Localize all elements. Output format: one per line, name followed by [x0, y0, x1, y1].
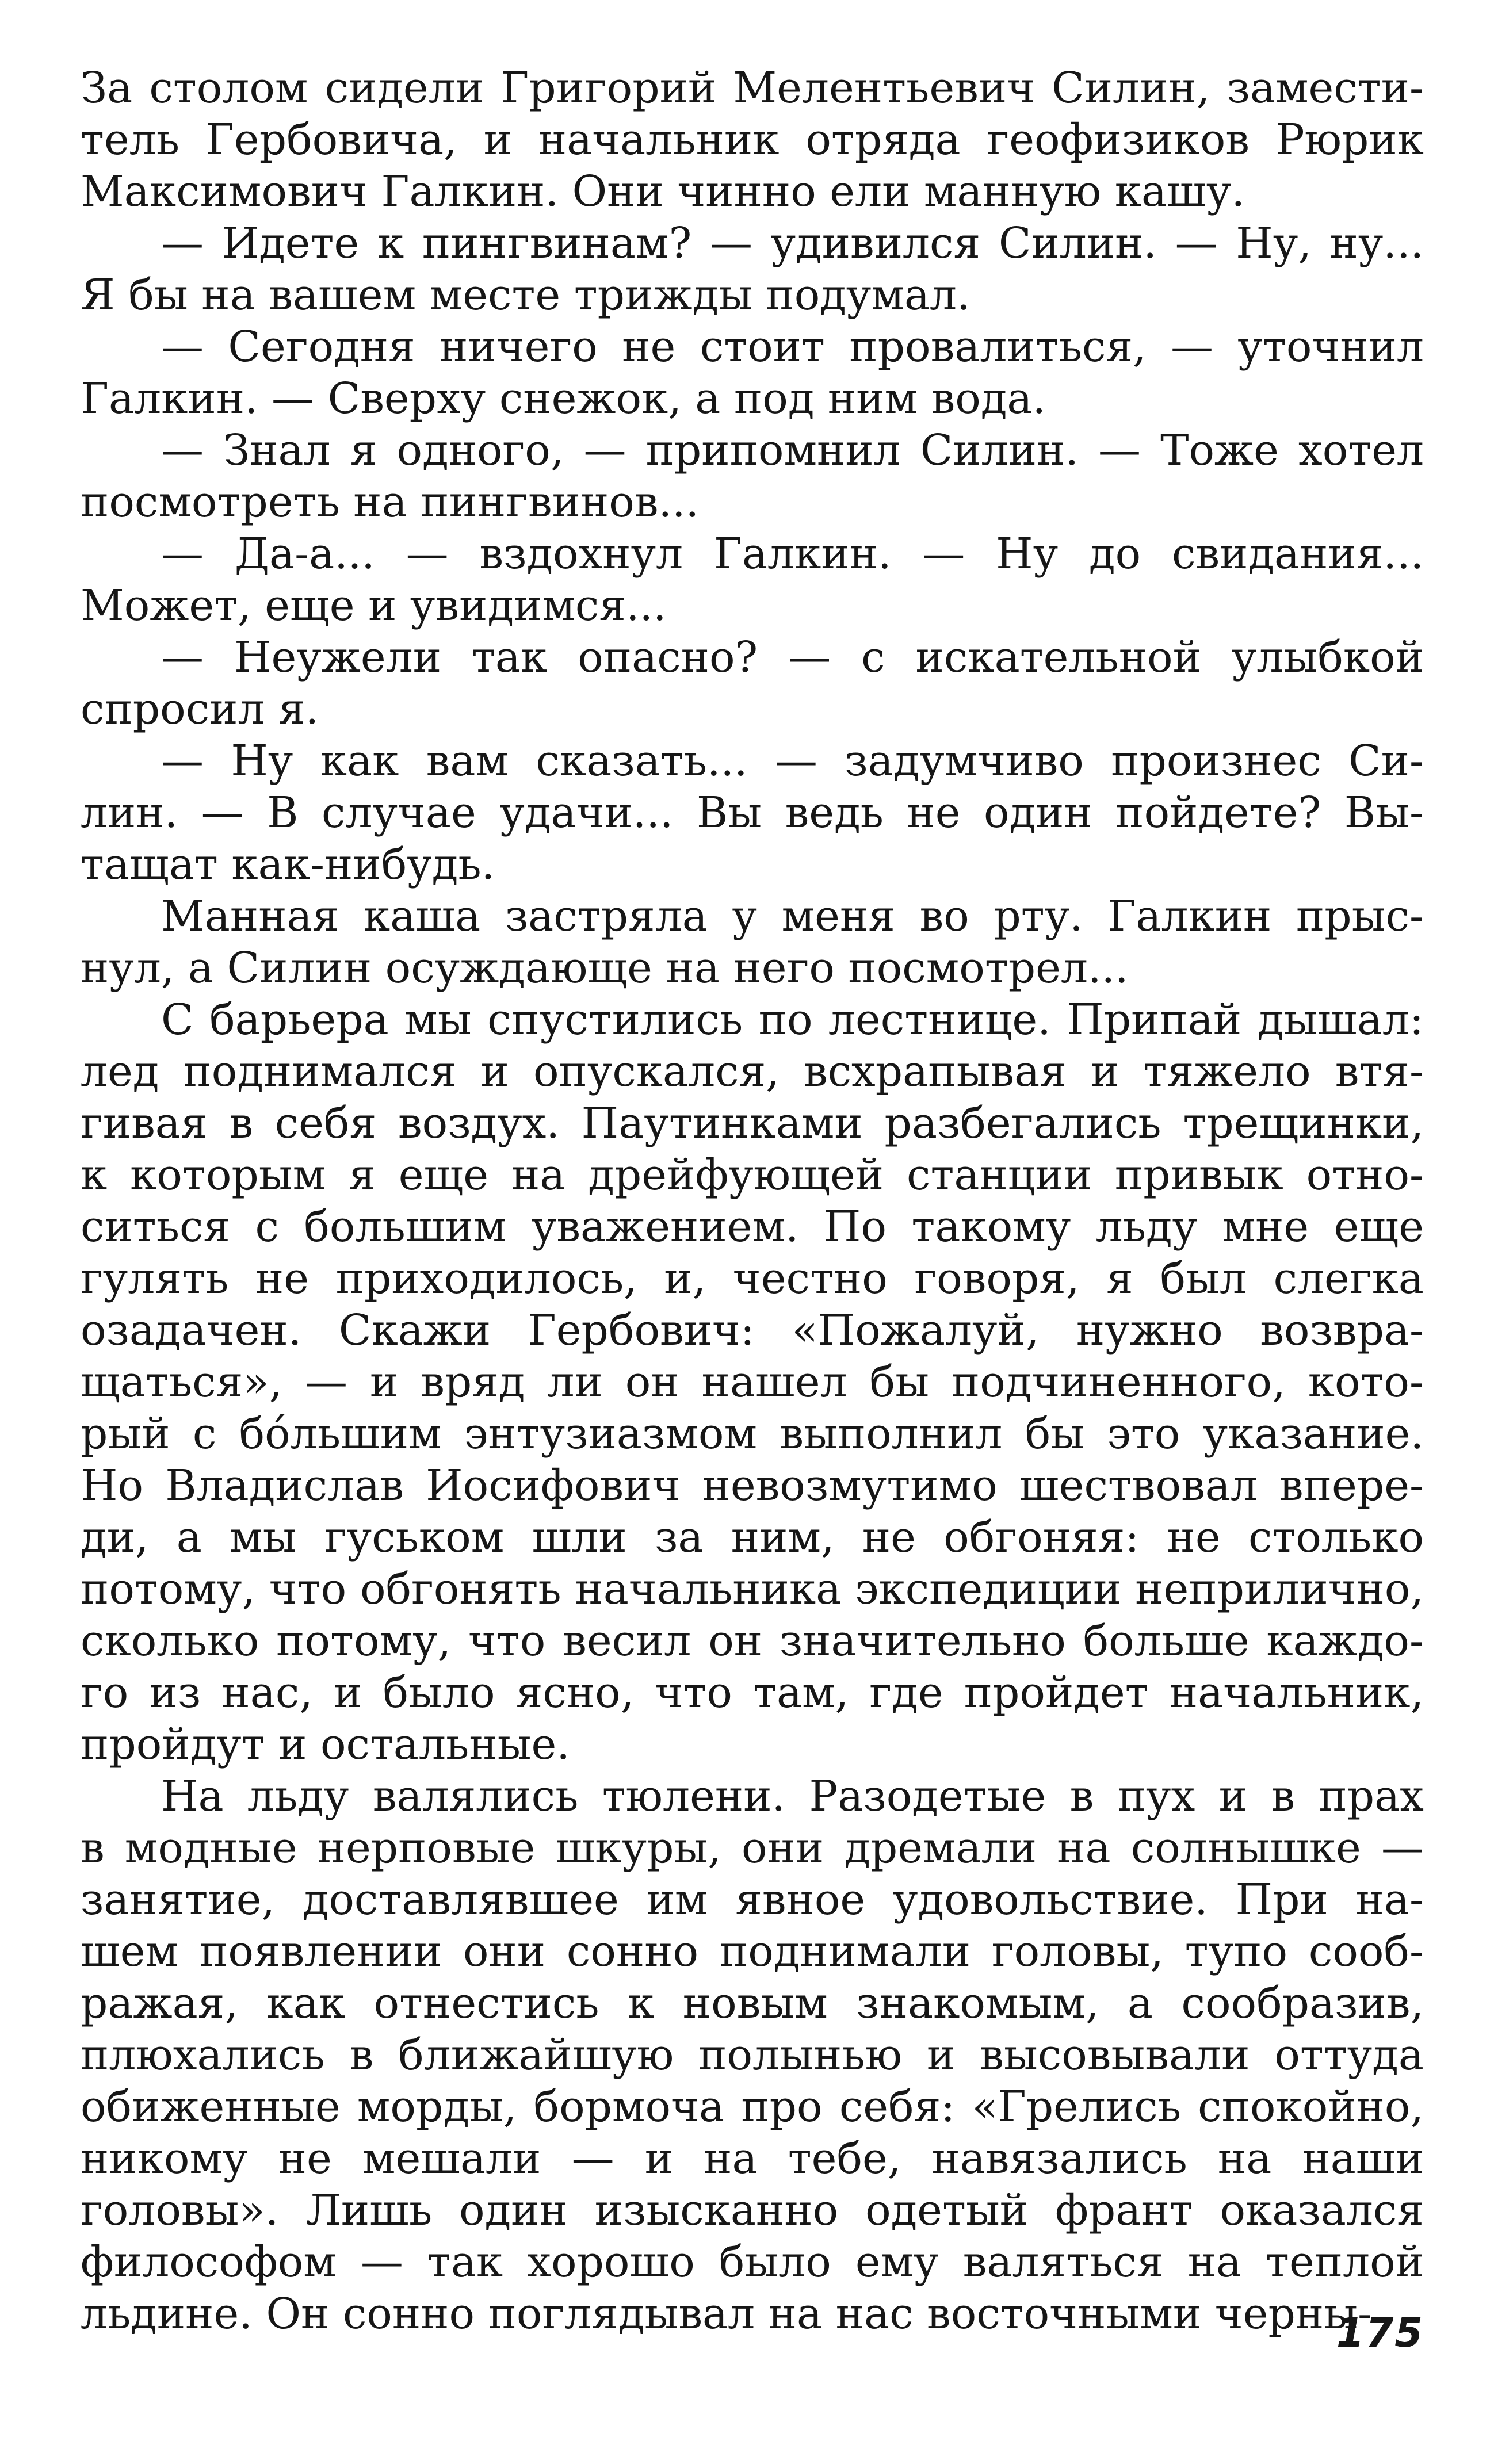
- page-body: [81, 62, 1424, 2340]
- text-line: На льду валялись тюлени. Разодетые в пух и в прах: [161, 1772, 1424, 1821]
- text-line: спросил я.: [81, 684, 319, 734]
- text-line: ситься с большим уважением. По такому льду мне еще: [81, 1202, 1424, 1252]
- text-line: к которым я еще на дрейфующей станции привык отно-: [81, 1150, 1424, 1200]
- text-line: — Ну как вам сказать... — задумчиво произнес Си-: [161, 736, 1424, 786]
- text-line: Галкин. — Сверху снежок, а под ним вода.: [81, 374, 1046, 423]
- paragraph: [81, 62, 1424, 217]
- text-line: С барьера мы спустились по лестнице. Припай дышал:: [161, 995, 1424, 1044]
- text-line: никому не мешали — и на тебе, навязались на наши: [81, 2134, 1424, 2183]
- text-line: потому, что обгонять начальника экспедиции неприлично,: [81, 1564, 1424, 1614]
- paragraph: [81, 321, 1424, 424]
- text-line: головы». Лишь один изысканно одетый франт оказался: [81, 2186, 1424, 2235]
- text-line: лин. — В случае удачи... Вы ведь не один пойдете? Вы-: [81, 788, 1424, 837]
- text-line: обиженные морды, бормоча про себя: «Грелись спокойно,: [81, 2082, 1424, 2132]
- text-line: тель Гербовича, и начальник отряда геофизиков Рюрик: [81, 115, 1424, 164]
- text-line: льдине. Он сонно поглядывал на нас восточными черны-: [81, 2289, 1373, 2339]
- paragraph: [81, 528, 1424, 632]
- text-line: нул, а Силин осуждающе на него посмотрел...: [81, 943, 1129, 993]
- text-line: ражая, как отнестись к новым знакомым, а сообразив,: [81, 1979, 1424, 2028]
- text-line: тащат как-нибудь.: [81, 840, 495, 889]
- text-line: рый с бо́льшим энтузиазмом выполнил бы это указание.: [81, 1409, 1424, 1459]
- text-line: щаться», — и вряд ли он нашел бы подчиненного, кото-: [81, 1357, 1424, 1407]
- text-line: Максимович Галкин. Они чинно ели манную кашу.: [81, 167, 1245, 216]
- text-line: посмотреть на пингвинов...: [81, 477, 700, 527]
- text-line: — Сегодня ничего не стоит провалиться, — уточнил: [161, 322, 1424, 372]
- paragraph: [81, 735, 1424, 890]
- text-line: ди, а мы гуськом шли за ним, не обгоняя: не столько: [81, 1513, 1424, 1562]
- text-line: — Да-а... — вздохнул Галкин. — Ну до свидания...: [161, 529, 1424, 579]
- text-line: в модные нерповые шкуры, они дремали на солнышке —: [81, 1823, 1424, 1873]
- paragraph: [81, 890, 1424, 994]
- text-line: шем появлении они сонно поднимали головы, тупо сооб-: [81, 1927, 1424, 1976]
- paragraph: [81, 1770, 1424, 2340]
- text-line: лед поднимался и опускался, всхрапывая и тяжело втя-: [81, 1047, 1424, 1096]
- paragraph: [81, 632, 1424, 735]
- text-line: Я бы на вашем месте трижды подумал.: [81, 270, 970, 320]
- text-line: плюхались в ближайшую полынью и высовывали оттуда: [81, 2030, 1424, 2080]
- text-line: — Неужели так опасно? — с искательной улыбкой: [161, 633, 1424, 682]
- text-line: философом — так хорошо было ему валяться на теплой: [81, 2237, 1424, 2287]
- text-line: — Идете к пингвинам? — удивился Силин. — Ну, ну...: [161, 219, 1424, 268]
- paragraph: [81, 424, 1424, 528]
- text-line: сколько потому, что весил он значительно больше каждо-: [81, 1616, 1424, 1666]
- text-line: За столом сидели Григорий Мелентьевич Силин, замести-: [81, 63, 1424, 113]
- text-line: го из нас, и было ясно, что там, где пройдет начальник,: [81, 1668, 1424, 1717]
- text-line: озадачен. Скажи Гербович: «Пожалуй, нужно возвра-: [81, 1306, 1424, 1355]
- text-line: Может, еще и увидимся...: [81, 581, 667, 630]
- text-line: гулять не приходилось, и, честно говоря, я был слегка: [81, 1254, 1424, 1303]
- text-line: Манная каша застряла у меня во рту. Галкин прыс-: [161, 892, 1424, 941]
- text-line: занятие, доставлявшее им явное удовольствие. При на-: [81, 1875, 1424, 1924]
- page-number: 175: [1336, 2309, 1424, 2356]
- paragraph: [81, 994, 1424, 1770]
- text-line: пройдут и остальные.: [81, 1720, 570, 1769]
- text-line: Но Владислав Иосифович невозмутимо шествовал впере-: [81, 1461, 1424, 1510]
- text-line: — Знал я одного, — припомнил Силин. — Тоже хотел: [161, 426, 1424, 475]
- paragraph: [81, 217, 1424, 321]
- text-line: гивая в себя воздух. Паутинками разбегались трещинки,: [81, 1099, 1424, 1148]
